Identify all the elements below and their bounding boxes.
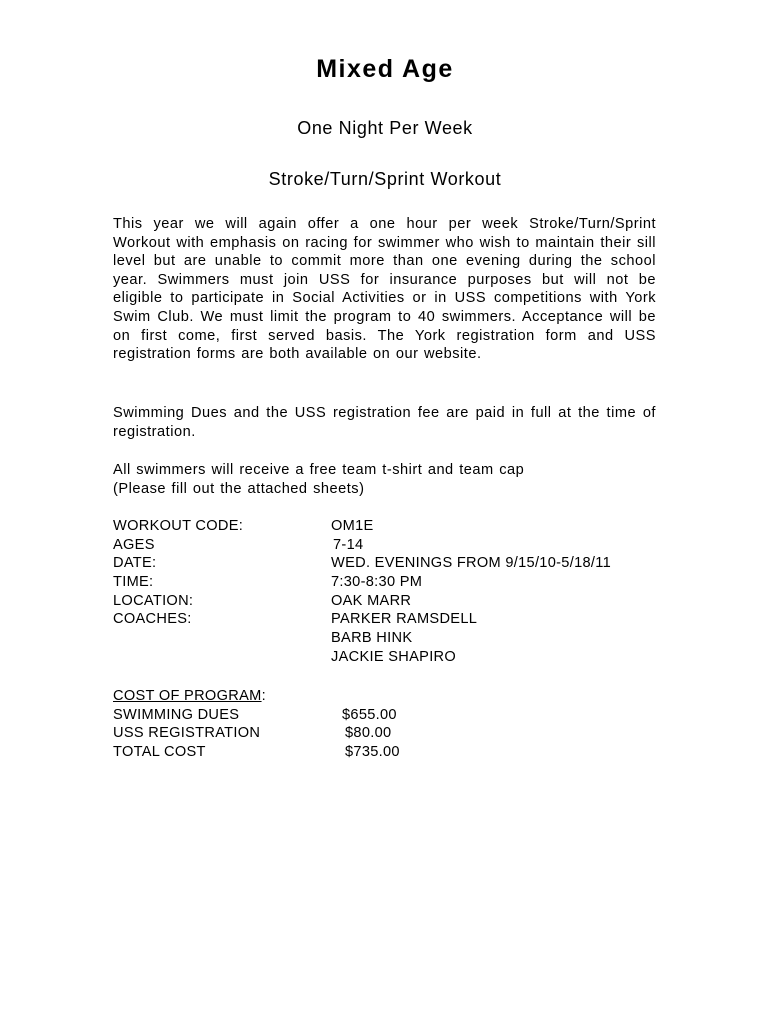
ages-label: AGES (113, 536, 155, 553)
document-title: Mixed Age (316, 55, 454, 83)
coach-name: BARB HINK (331, 630, 413, 647)
tshirt-paragraph: All swimmers will receive a free team t-shirt and team cap (113, 462, 525, 478)
cost-section (113, 687, 400, 762)
cost-row-uss-registration (113, 724, 392, 743)
swimming-dues-value: $655.00 (342, 706, 397, 723)
cost-heading (113, 687, 266, 706)
coach-name: PARKER RAMSDELL (331, 611, 478, 628)
ages-value: 7-14 (333, 536, 364, 553)
date-label: DATE: (113, 555, 157, 572)
swimming-dues-label: SWIMMING DUES (113, 706, 240, 723)
date-value: WED. EVENINGS FROM 9/15/10-5/18/11 (331, 555, 612, 572)
cost-row-total (113, 743, 400, 762)
workout-code-label: WORKOUT CODE: (113, 518, 244, 534)
location-label: LOCATION: (113, 592, 194, 609)
time-value: 7:30-8:30 PM (331, 574, 423, 591)
subtitle-frequency: One Night Per Week (297, 118, 473, 138)
coach-name: JACKIE SHAPIRO (331, 648, 457, 665)
cost-row-swimming-dues (113, 706, 397, 725)
time-label: TIME: (113, 574, 154, 591)
uss-registration-label: USS REGISTRATION (113, 725, 261, 742)
subtitle-workout: Stroke/Turn/Sprint Workout (268, 169, 502, 189)
workout-code-value: OM1E (331, 518, 374, 534)
sheets-note: (Please fill out the attached sheets) (113, 481, 365, 497)
dues-paragraph: Swimming Dues and the USS registration fee are paid in full at the time of registration. (113, 405, 656, 440)
coaches-label: COACHES: (113, 611, 192, 628)
intro-paragraph: This year we will again offer a one hour per week Stroke/Turn/Sprint Workout with emphasis on racing for swimmer who wish to maintain their sill level but are unable to commit more than one evening during the school year. Swimmers must join USS for insurance purposes but will not be eligible to participate in Social Activities or in USS competitions with York Swim Club. We must limit the program to 40 swimmers. Acceptance will be on first come, first served basis. The York registration form and USS registration forms are both available on our website. (113, 216, 656, 363)
uss-registration-value: $80.00 (345, 725, 392, 742)
cost-heading-colon: : (261, 688, 266, 704)
cost-heading-text: COST OF PROGRAM (113, 688, 262, 704)
total-cost-value: $735.00 (345, 744, 400, 761)
location-value: OAK MARR (331, 592, 412, 609)
total-cost-label: TOTAL COST (113, 744, 206, 761)
